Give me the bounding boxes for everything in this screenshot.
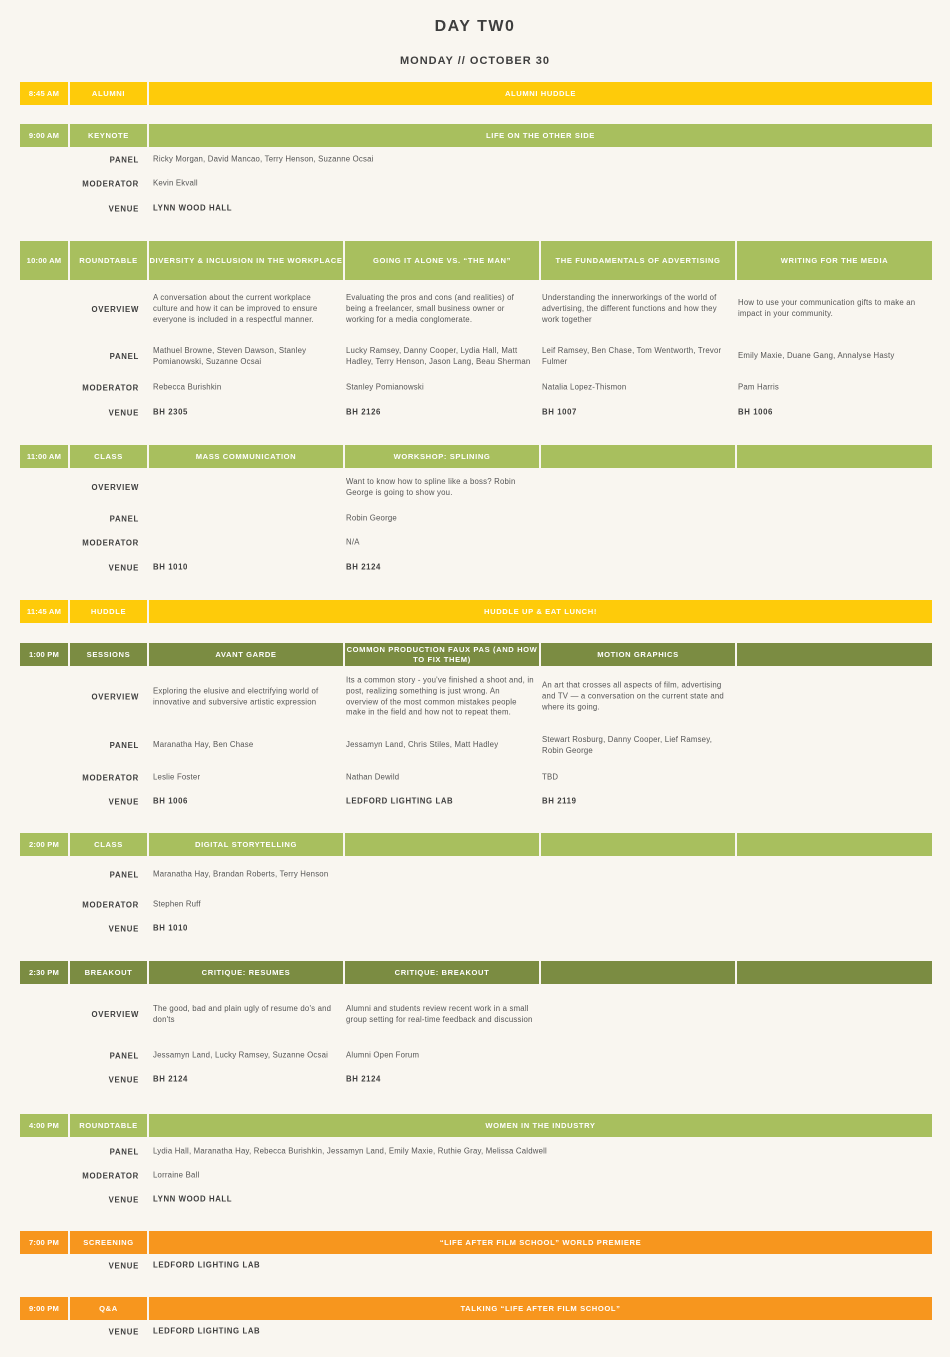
- session-type: BREAKOUT: [70, 961, 149, 984]
- detail-value: Stephen Ruff: [153, 899, 201, 909]
- detail-label: OVERVIEW: [91, 1010, 139, 1020]
- session-time: 2:30 PM: [20, 961, 70, 984]
- detail-label: PANEL: [109, 1051, 139, 1061]
- session-type: HUDDLE: [70, 600, 149, 623]
- detail-value: A conversation about the current workplace culture and how it can be improved to ensure everyone is included in a respectful manner.: [153, 292, 318, 324]
- session-title: LIFE ON THE OTHER SIDE: [149, 124, 932, 147]
- detail-value: BH 2305: [153, 407, 188, 417]
- detail-value: BH 2126: [346, 407, 381, 417]
- detail-row-venue: [20, 1261, 932, 1272]
- detail-label: PANEL: [109, 155, 139, 165]
- detail-row-panel: [20, 346, 932, 368]
- detail-value: TBD: [542, 772, 559, 782]
- session-bar: [20, 124, 932, 147]
- session-type: KEYNOTE: [70, 124, 149, 147]
- detail-value: Robin George: [346, 513, 397, 523]
- session-bar: [20, 1297, 932, 1320]
- detail-value: Kevin Ekvall: [153, 178, 198, 188]
- session-type: CLASS: [70, 445, 149, 468]
- session-bar: [20, 961, 932, 984]
- session-type: ALUMNI: [70, 82, 149, 105]
- session-title: AVANT GARDE: [149, 643, 345, 666]
- detail-value: Its a common story - you've finished a shoot and, in post, realizing something is just wrong. An overview of the most common mistakes people make in the field and how not to repeat them.: [346, 675, 534, 717]
- session-title: [737, 961, 932, 984]
- detail-value: LEDFORD LIGHTING LAB: [346, 796, 454, 806]
- detail-value: Ricky Morgan, David Mancao, Terry Henson, Suzanne Ocsai: [153, 154, 374, 164]
- detail-label: VENUE: [108, 797, 139, 807]
- detail-row-venue: [20, 1075, 932, 1086]
- page-subtitle: MONDAY // OCTOBER 30: [400, 55, 550, 67]
- detail-label: PANEL: [109, 514, 139, 524]
- detail-label: MODERATOR: [82, 1171, 139, 1181]
- session-title: [737, 833, 932, 856]
- session-title: DIGITAL STORYTELLING: [149, 833, 345, 856]
- detail-label: PANEL: [109, 741, 139, 751]
- session-bar: [20, 833, 932, 856]
- detail-row-panel: [20, 514, 932, 525]
- detail-row-moderator: [20, 773, 932, 784]
- detail-value: Evaluating the pros and cons (and realities) of being a freelancer, small business owner or working for a media conglomerate.: [346, 292, 515, 324]
- session-time: 11:00 AM: [20, 445, 70, 468]
- detail-value: Emily Maxie, Duane Gang, Annalyse Hasty: [738, 351, 895, 361]
- session-type: ROUNDTABLE: [70, 241, 149, 280]
- detail-label: PANEL: [109, 352, 139, 362]
- detail-value: Mathuel Browne, Steven Dawson, Stanley Pomianowski, Suzanne Ocsai: [153, 346, 307, 366]
- session-bar: [20, 445, 932, 468]
- detail-value: Lorraine Ball: [153, 1170, 200, 1180]
- detail-row-panel: [20, 1147, 932, 1158]
- detail-label: VENUE: [108, 563, 139, 573]
- detail-row-panel: [20, 870, 932, 881]
- detail-row-venue: [20, 797, 932, 808]
- detail-value: BH 2124: [346, 562, 381, 572]
- detail-row-venue: [20, 924, 932, 935]
- detail-row-moderator: [20, 900, 932, 911]
- detail-row-panel: [20, 735, 932, 757]
- detail-row-overview: [20, 293, 932, 325]
- session-title: MASS COMMUNICATION: [149, 445, 345, 468]
- detail-value: LEDFORD LIGHTING LAB: [153, 1260, 261, 1270]
- detail-value: Maranatha Hay, Ben Chase: [153, 740, 254, 750]
- detail-value: N/A: [346, 537, 360, 547]
- detail-value: An art that crosses all aspects of film, advertising and TV — a conversation on the current state and where its going.: [542, 680, 724, 712]
- detail-value: Pam Harris: [738, 382, 779, 392]
- detail-row-venue: [20, 408, 932, 419]
- detail-row-overview: [20, 675, 932, 718]
- detail-label: PANEL: [109, 870, 139, 880]
- session-title: WORKSHOP: SPLINING: [345, 445, 541, 468]
- session-time: 2:00 PM: [20, 833, 70, 856]
- detail-value: Nathan Dewild: [346, 772, 400, 782]
- detail-label: VENUE: [108, 1327, 139, 1337]
- detail-value: BH 2124: [153, 1074, 188, 1084]
- session-time: 8:45 AM: [20, 82, 70, 105]
- session-type: ROUNDTABLE: [70, 1114, 149, 1137]
- detail-value: LEDFORD LIGHTING LAB: [153, 1326, 261, 1336]
- detail-value: The good, bad and plain ugly of resume do's and don'ts: [153, 1004, 332, 1024]
- session-type: Q&A: [70, 1297, 149, 1320]
- session-bar: [20, 643, 932, 666]
- detail-value: Want to know how to spline like a boss? Robin George is going to show you.: [346, 477, 516, 497]
- session-title: ALUMNI HUDDLE: [149, 82, 932, 105]
- detail-value: Alumni Open Forum: [346, 1050, 420, 1060]
- session-time: 9:00 PM: [20, 1297, 70, 1320]
- detail-label: MODERATOR: [82, 538, 139, 548]
- detail-label: MODERATOR: [82, 383, 139, 393]
- session-title: WOMEN IN THE INDUSTRY: [149, 1114, 932, 1137]
- detail-row-venue: [20, 563, 932, 574]
- detail-value: How to use your communication gifts to make an impact in your community.: [738, 298, 916, 318]
- detail-value: BH 1010: [153, 562, 188, 572]
- detail-row-moderator: [20, 538, 932, 549]
- detail-value: LYNN WOOD HALL: [153, 1194, 233, 1204]
- detail-value: Lucky Ramsey, Danny Cooper, Lydia Hall, Matt Hadley, Terry Henson, Jason Lang, Beau Sherman: [346, 346, 531, 366]
- detail-value: Exploring the elusive and electrifying world of innovative and subversive artistic expression: [153, 686, 319, 706]
- detail-label: VENUE: [108, 408, 139, 418]
- session-title: HUDDLE UP & EAT LUNCH!: [149, 600, 932, 623]
- detail-label: VENUE: [108, 204, 139, 214]
- detail-label: OVERVIEW: [91, 692, 139, 702]
- session-title: [345, 833, 541, 856]
- session-time: 9:00 AM: [20, 124, 70, 147]
- detail-label: OVERVIEW: [91, 304, 139, 314]
- detail-label: VENUE: [108, 1261, 139, 1271]
- session-title: DIVERSITY & INCLUSION IN THE WORKPLACE: [149, 241, 345, 280]
- detail-value: BH 1007: [542, 407, 577, 417]
- detail-row-moderator: [20, 1171, 932, 1182]
- session-title: “LIFE AFTER FILM SCHOOL” WORLD PREMIERE: [149, 1231, 932, 1254]
- detail-label: MODERATOR: [82, 179, 139, 189]
- session-title: CRITIQUE: BREAKOUT: [345, 961, 541, 984]
- detail-row-overview: [20, 1004, 932, 1026]
- session-title: [541, 961, 737, 984]
- session-title: COMMON PRODUCTION FAUX PAS (AND HOW TO FIX THEM): [345, 643, 541, 666]
- detail-row-panel: [20, 155, 932, 166]
- detail-value: BH 1006: [738, 407, 773, 417]
- session-title: [541, 833, 737, 856]
- detail-value: Rebecca Burishkin: [153, 382, 222, 392]
- session-time: 7:00 PM: [20, 1231, 70, 1254]
- detail-value: Jessamyn Land, Lucky Ramsey, Suzanne Ocsai: [153, 1050, 329, 1060]
- session-title: MOTION GRAPHICS: [541, 643, 737, 666]
- detail-label: MODERATOR: [82, 900, 139, 910]
- detail-value: BH 1006: [153, 796, 188, 806]
- session-bar: [20, 1114, 932, 1137]
- detail-value: BH 1010: [153, 923, 188, 933]
- session-title: GOING IT ALONE VS. “THE MAN”: [345, 241, 541, 280]
- session-type: CLASS: [70, 833, 149, 856]
- detail-row-moderator: [20, 179, 932, 190]
- detail-value: Stewart Rosburg, Danny Cooper, Lief Ramsey, Robin George: [542, 735, 713, 755]
- session-title: [737, 445, 932, 468]
- session-bar: [20, 241, 932, 280]
- detail-row-overview: [20, 477, 932, 499]
- detail-value: Stanley Pomianowski: [346, 382, 424, 392]
- detail-row-panel: [20, 1051, 932, 1062]
- detail-label: OVERVIEW: [91, 483, 139, 493]
- page-title: DAY TW0: [434, 18, 516, 35]
- detail-value: Understanding the innerworkings of the world of advertising, the different functions and how they work together: [542, 292, 717, 324]
- session-time: 11:45 AM: [20, 600, 70, 623]
- detail-row-venue: [20, 1195, 932, 1206]
- session-time: 4:00 PM: [20, 1114, 70, 1137]
- detail-value: Natalia Lopez-Thismon: [542, 382, 627, 392]
- session-bar: [20, 82, 932, 105]
- session-type: SESSIONS: [70, 643, 149, 666]
- session-time: 10:00 AM: [20, 241, 70, 280]
- session-title: TALKING “LIFE AFTER FILM SCHOOL”: [149, 1297, 932, 1320]
- detail-row-moderator: [20, 383, 932, 394]
- detail-value: LYNN WOOD HALL: [153, 203, 233, 213]
- session-type: SCREENING: [70, 1231, 149, 1254]
- detail-label: VENUE: [108, 1075, 139, 1085]
- detail-value: Maranatha Hay, Brandan Roberts, Terry Henson: [153, 869, 329, 879]
- session-title: CRITIQUE: RESUMES: [149, 961, 345, 984]
- detail-label: MODERATOR: [82, 773, 139, 783]
- session-bar: [20, 600, 932, 623]
- session-title: WRITING FOR THE MEDIA: [737, 241, 932, 280]
- detail-label: VENUE: [108, 924, 139, 934]
- detail-value: Leslie Foster: [153, 772, 201, 782]
- detail-value: BH 2124: [346, 1074, 381, 1084]
- session-title: [737, 643, 932, 666]
- detail-row-venue: [20, 204, 932, 215]
- detail-value: Alumni and students review recent work in a small group setting for real-time feedback and discussion: [346, 1004, 533, 1024]
- session-title: THE FUNDAMENTALS OF ADVERTISING: [541, 241, 737, 280]
- session-bar: [20, 1231, 932, 1254]
- detail-value: Lydia Hall, Maranatha Hay, Rebecca Burishkin, Jessamyn Land, Emily Maxie, Ruthie Gray, Melissa Caldwell: [153, 1146, 547, 1156]
- detail-value: Leif Ramsey, Ben Chase, Tom Wentworth, Trevor Fulmer: [542, 346, 722, 366]
- detail-label: PANEL: [109, 1147, 139, 1157]
- detail-value: BH 2119: [542, 796, 577, 806]
- session-time: 1:00 PM: [20, 643, 70, 666]
- detail-label: VENUE: [108, 1195, 139, 1205]
- session-title: [541, 445, 737, 468]
- detail-value: Jessamyn Land, Chris Stiles, Matt Hadley: [346, 740, 499, 750]
- detail-row-venue: [20, 1327, 932, 1338]
